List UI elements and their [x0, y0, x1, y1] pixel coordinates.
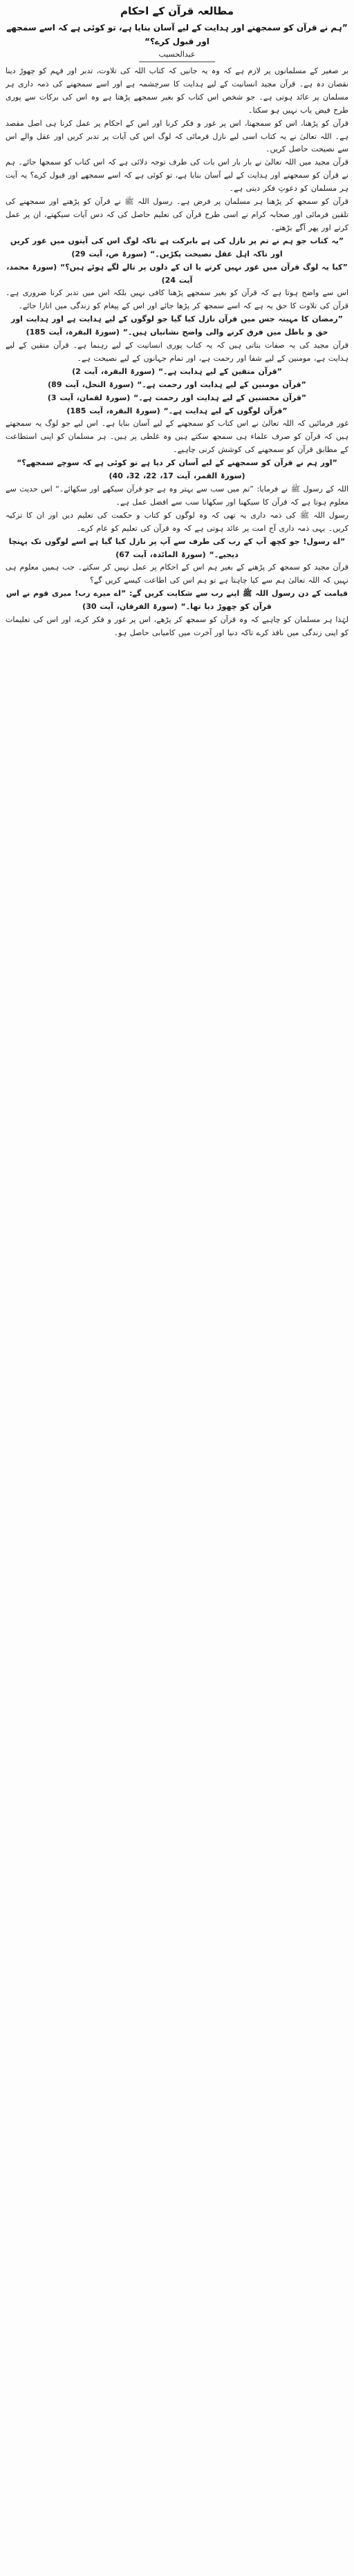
quran-verse-quote: ”یہ کتاب جو ہم نے تم پر نازل کی ہے بابرکت ہے تاکہ لوگ اس کی آیتوں میں غور کریں اور تاکہ اہل عقل نصیحت پکڑیں۔“ (سورۃ ص، آیت 29)	[10, 236, 344, 258]
quran-verse-quote: ”اور ہم نے قرآن کو سمجھنے کے لیے آسان کر دیا ہے تو کوئی ہے کہ سوچے سمجھے؟“ (سورۃ القمر، آیت 17، 22، 32، 40)	[17, 458, 337, 481]
article-paragraph: اللہ کے رسول ﷺ نے فرمایا: ”تم میں سب سے بہتر وہ ہے جو قرآن سیکھے اور سکھائے۔“ اس حدیث سے معلوم ہوتا ہے کہ قرآن کا سیکھنا اور سکھانا سب سے افضل عمل ہے۔	[6, 485, 348, 507]
article-paragraph: قرآن کو پڑھنا، اس کو سمجھنا، اس پر غور و فکر کرنا اور اس کے احکام پر عمل کرنا ہی اصل مقصد ہے۔ اللہ تعالیٰ نے یہ کتاب اسی لیے نازل فرمائی کہ لوگ اس کی آیات پر تدبر کریں اور عقل والے اس سے نصیحت حاصل کریں۔	[6, 118, 348, 154]
article-paragraph: بر صغیر کے مسلمانوں پر لازم ہے کہ وہ یہ جانیں کہ کتاب اللہ کی تلاوت، تدبر اور فہم کو چھوڑ دینا نقصان دہ ہے۔ قرآن مجید انسانیت کے لیے ہدایت کا سرچشمہ ہے اور اسے سمجھنے کی ذمہ داری ہر مسلمان پر عائد ہوتی ہے۔ جو شخص اس کتاب کو بغیر سمجھے پڑھتا ہے وہ اس کی برکات سے پوری طرح فیض یاب نہیں ہو سکتا۔	[6, 66, 348, 115]
article-paragraph: غور فرمائیں کہ اللہ تعالیٰ نے اس کتاب کو سمجھنے کے لیے آسان بنایا ہے۔ اس لیے جو لوگ یہ سمجھتے ہیں کہ قرآن کو صرف علماء ہی سمجھ سکتے ہیں وہ غلطی پر ہیں۔ ہر مسلمان کو اپنی استطاعت کے مطابق قرآن کو سمجھنے کی کوشش کرنی چاہیے۔	[6, 419, 348, 455]
article-lead-quote: ”ہم نے قرآن کو سمجھنے اور ہدایت کے لیے آسان بنایا ہے، تو کوئی ہے کہ اسے سمجھے اور قبول کرے؟“	[6, 23, 348, 46]
author-byline: عبدالحسیب	[158, 50, 196, 59]
quran-verse-quote: ”قرآن متقین کے لیے ہدایت ہے۔“ (سورۃ البقرہ، آیت 2)	[72, 366, 282, 376]
quran-verse-quote: ”اے رسول! جو کچھ آپ کے رب کی طرف سے آپ پر نازل کیا گیا ہے اسے لوگوں تک پہنچا دیجیے۔“ (سورۃ المائدہ، آیت 67)	[8, 536, 346, 559]
article-paragraph: رسول اللہ ﷺ کی ذمہ داری یہ تھی کہ وہ لوگوں کو کتاب و حکمت کی تعلیم دیں اور ان کا تزکیہ کریں۔ یہی ذمہ داری آج امت پر عائد ہوتی ہے کہ وہ قرآن کی تعلیم کو عام کرے۔	[6, 510, 348, 533]
article-paragraph: قرآن مجید میں اللہ تعالیٰ نے بار بار اس بات کی طرف توجہ دلائی ہے کہ اس کتاب کو سمجھا جائے۔ ہم نے قرآن کو سمجھنے اور ہدایت کے لیے آسان بنایا ہے، تو کوئی ہے کہ اسے سمجھے اور قبول کرے؟ یہ آیت ہر مسلمان کو دعوتِ فکر دیتی ہے۔	[6, 158, 348, 194]
quran-verse-quote: ”قرآن لوگوں کے لیے ہدایت ہے۔“ (سورۃ البقرہ، آیت 185)	[66, 406, 288, 415]
article-paragraph: قرآن مجید کی یہ صفات بتاتی ہیں کہ یہ کتاب پوری انسانیت کے لیے رہنما ہے۔ قرآن متقین کے لیے ہدایت ہے، مومنین کے لیے شفا اور رحمت ہے، اور تمام جہانوں کے لیے نصیحت ہے۔	[6, 341, 348, 363]
article-paragraph: لہٰذا ہر مسلمان کو چاہیے کہ وہ قرآن کو سمجھ کر پڑھے، اس پر غور و فکر کرے، اور اس کی تعلیمات کو اپنی زندگی میں نافذ کرے تاکہ دنیا اور آخرت میں کامیابی حاصل ہو۔	[6, 615, 348, 637]
article-body	[6, 65, 348, 2567]
article-paragraph: اس سے واضح ہوتا ہے کہ قرآن کو بغیر سمجھے پڑھنا کافی نہیں بلکہ اس میں تدبر کرنا ضروری ہے۔ قرآن کی تلاوت کا حق یہ ہے کہ اسے سمجھ کر پڑھا جائے اور اس کے پیغام کو زندگی میں اتارا جائے۔	[6, 288, 348, 311]
quran-verse-quote: قیامت کے دن رسول اللہ ﷺ اپنے رب سے شکایت کریں گے: ”اے میرے رب! میری قوم نے اس قرآن کو چھوڑ دیا تھا۔“ (سورۃ الفرقان، آیت 30)	[6, 589, 348, 612]
article-paragraph: قرآن مجید کو سمجھ کر پڑھنے کے بغیر ہم اس کے احکام پر عمل نہیں کر سکتے۔ جب ہمیں معلوم ہی نہیں کہ اللہ تعالیٰ ہم سے کیا چاہتا ہے تو ہم اس کی اطاعت کیسے کریں گے؟	[6, 563, 348, 585]
article-paragraph: قرآن کو سمجھ کر پڑھنا ہر مسلمان پر فرض ہے۔ رسول اللہ ﷺ نے قرآن کو پڑھنے اور سمجھنے کی تلقین فرمائی اور صحابہ کرام نے اسی طرح قرآن کی تعلیم حاصل کی کہ دس آیات سیکھتے، ان پر عمل کرتے اور پھر آگے بڑھتے۔	[6, 197, 348, 232]
quran-verse-quote: ”رمضان کا مہینہ جس میں قرآن نازل کیا گیا جو لوگوں کے لیے ہدایت ہے اور ہدایت اور حق و باطل میں فرق کرنے والی واضح نشانیاں ہیں۔“ (سورۃ البقرہ، آیت 185)	[11, 314, 343, 337]
quran-verse-quote: ”قرآن مومنین کے لیے ہدایت اور رحمت ہے۔“ (سورۃ النحل، آیت 89)	[48, 379, 306, 389]
quran-verse-quote: ”قرآن محسنین کے لیے ہدایت اور رحمت ہے۔“ (سورۃ لقمان، آیت 3)	[47, 393, 307, 402]
quran-verse-quote: ”کیا یہ لوگ قرآن میں غور نہیں کرتے یا ان کے دلوں پر تالے لگے ہوئے ہیں؟“ (سورۃ محمد، آیت 24)	[6, 262, 348, 285]
article-title: مطالعہ قرآن کے احکام	[120, 5, 234, 17]
